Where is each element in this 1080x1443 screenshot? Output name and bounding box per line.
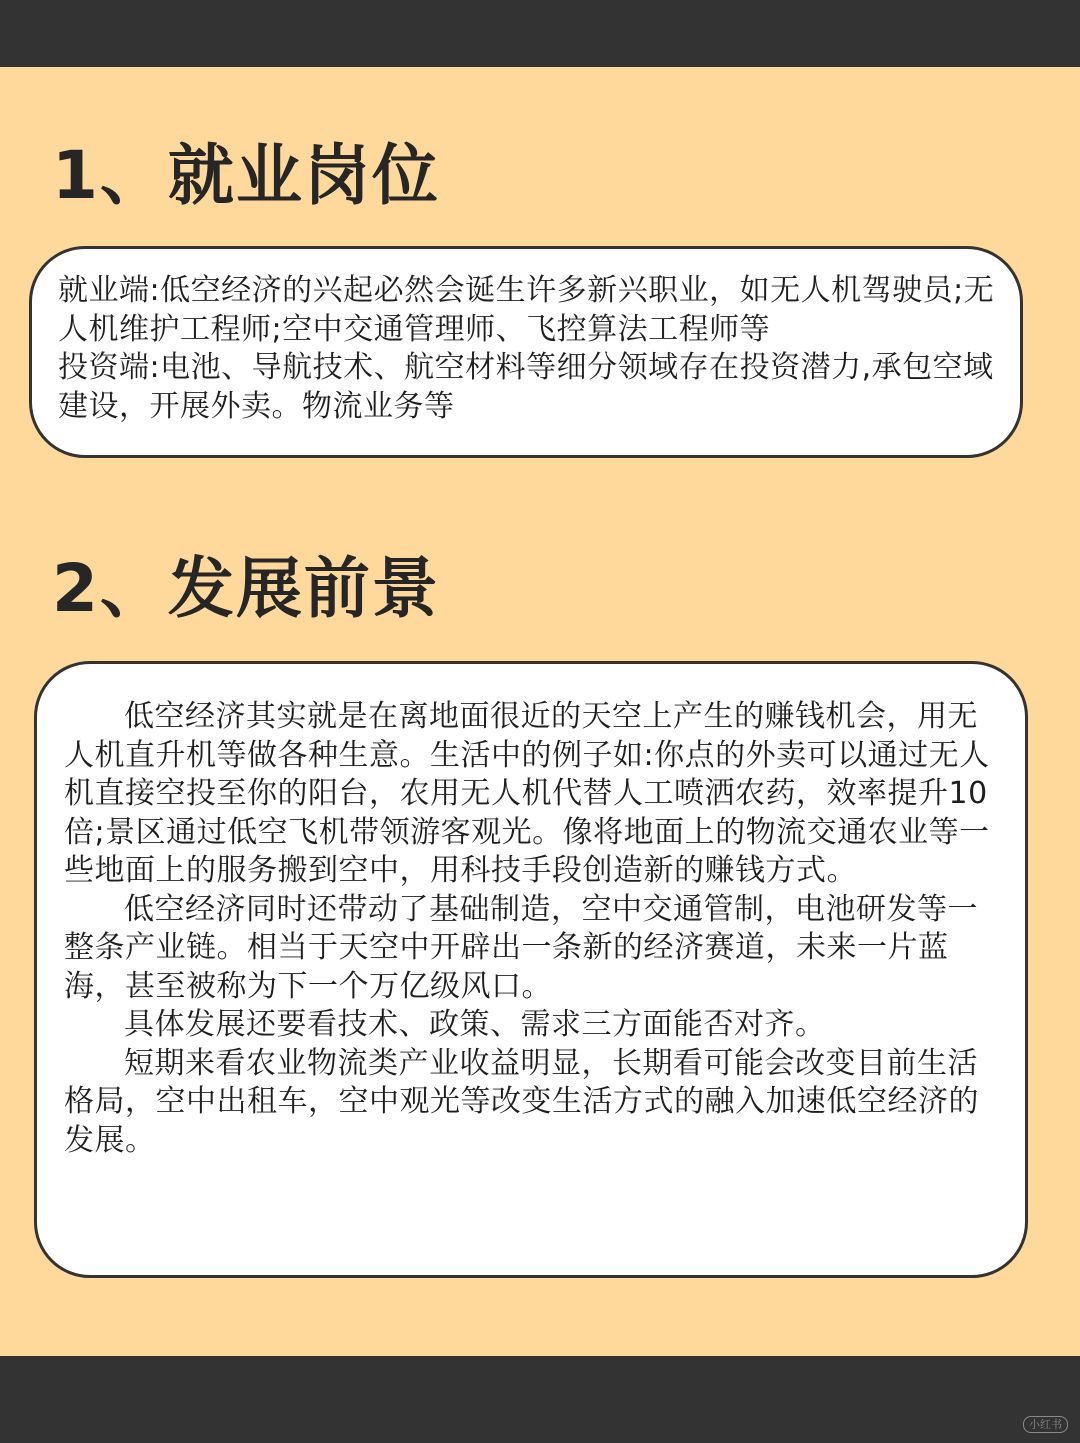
section-title-prospects: 2、发展前景 <box>52 550 440 627</box>
watermark-logo: 小红书 <box>1023 1416 1068 1433</box>
prospects-card <box>34 661 1028 1278</box>
bottom-bar <box>0 1356 1080 1443</box>
top-bar <box>0 0 1080 67</box>
prospects-paragraph-4: 短期来看农业物流类产业收益明显，长期看可能会改变目前生活格局，空中出租车，空中观光等改变生活方式的融入加速低空经济的发展。 <box>64 1045 979 1158</box>
jobs-investment-paragraph: 投资端:电池、导航技术、航空材料等细分领域存在投资潜力,承包空域建设，开展外卖。物流业务等 <box>58 350 994 424</box>
jobs-employment-paragraph: 就业端:低空经济的兴起必然会诞生许多新兴职业，如无人机驾驶员;无人机维护工程师;空中交通管理师、飞控算法工程师等 <box>58 273 995 347</box>
prospects-paragraph-1: 低空经济其实就是在离地面很近的天空上产生的赚钱机会，用无人机直升机等做各种生意。生活中的例子如:你点的外卖可以通过无人机直接空投至你的阳台，农用无人机代替人工喷洒农药，效率提升10倍;景区通过低空飞机带领游客观光。像将地面上的物流交通农业等一些地面上的服务搬到空中，用科技手段创造新的赚钱方式。 <box>64 699 990 888</box>
prospects-paragraph-3: 具体发展还要看技术、政策、需求三方面能否对齐。 <box>124 1007 826 1042</box>
section-title-jobs: 1、就业岗位 <box>52 137 440 214</box>
prospects-paragraph-2: 低空经济同时还带动了基础制造，空中交通管制，电池研发等一整条产业链。相当于天空中开辟出一条新的经济赛道，未来一片蓝海，甚至被称为下一个万亿级风口。 <box>64 891 978 1004</box>
jobs-card <box>29 246 1023 458</box>
